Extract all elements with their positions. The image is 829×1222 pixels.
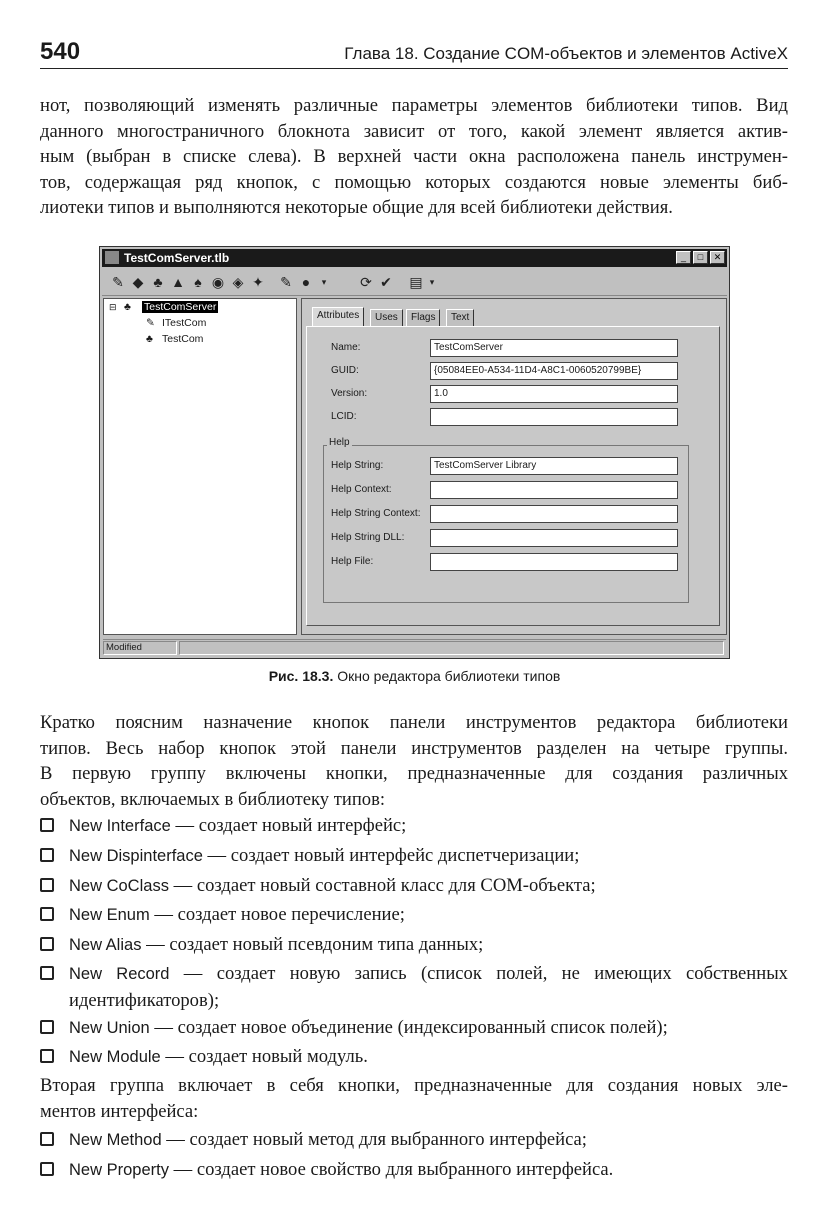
tree-item-interface[interactable]: ITestCom: [162, 317, 207, 329]
checkbox-bullet-icon: [40, 1132, 54, 1146]
command-name: New Record: [69, 965, 170, 983]
refresh-icon[interactable]: ⟳: [360, 274, 372, 290]
new-alias-icon[interactable]: ♠: [194, 274, 202, 290]
help-file-field[interactable]: [430, 553, 678, 571]
body-paragraph: [40, 710, 788, 812]
command-name: New CoClass: [69, 877, 169, 895]
help-string-context-label: Help String Context:: [331, 508, 421, 519]
status-text: Modified: [103, 641, 177, 655]
tree-item-coclass[interactable]: TestCom: [162, 333, 204, 345]
app-icon: [105, 251, 119, 264]
help-group-label: Help: [329, 437, 350, 448]
text-line: Кратко поясним назначение кнопок панели инструментов редактора библиотеки: [40, 712, 788, 733]
new-union-icon[interactable]: ◈: [232, 274, 244, 290]
status-panel: [179, 641, 724, 655]
interface-icon: ✎: [146, 317, 155, 329]
checkbox-bullet-icon: [40, 966, 54, 980]
text-line: ным (выбран в списке слева). В верхней части окна расположена панель инструмен-: [40, 146, 788, 167]
text-line: нот, позволяющий изменять различные параметры элементов библиотеки типов. Вид: [40, 95, 788, 116]
command-name: New Module: [69, 1048, 161, 1066]
new-dispinterface-icon[interactable]: ◆: [132, 274, 144, 290]
checkbox-bullet-icon: [40, 1049, 54, 1063]
new-interface-icon[interactable]: ✎: [112, 274, 124, 290]
tree-item-library[interactable]: TestComServer: [144, 301, 217, 313]
object-tree: [103, 298, 297, 635]
dropdown-arrow-icon[interactable]: ▾: [321, 277, 327, 287]
command-name: New Union: [69, 1019, 150, 1037]
command-name: New Dispinterface: [69, 847, 203, 865]
second-group-paragraph: [40, 1073, 788, 1124]
chapter-title: Глава 18. Создание COM-объектов и элементов ActiveX: [344, 44, 788, 63]
command-description: — создает новый интерфейс диспетчеризации;: [202, 845, 580, 866]
collapse-icon[interactable]: ⊟: [109, 302, 117, 312]
window-title: TestComServer.tlb: [124, 251, 230, 265]
version-label: Version:: [331, 388, 368, 399]
command-description: — создает новый метод для выбранного интерфейса;: [161, 1129, 587, 1150]
lcid-field[interactable]: [430, 408, 678, 426]
text-line: лиотеки типов и выполняются некоторые общие для всей библиотеки действия.: [40, 197, 673, 218]
tab-uses[interactable]: Uses: [370, 309, 403, 326]
text-line: данного многостраничного блокнота зависит от того, какой элемент является актив-: [40, 120, 788, 142]
library-icon: ♣: [124, 301, 131, 313]
close-icon[interactable]: ✕: [710, 251, 725, 264]
text-line: тов, содержащая ряд кнопок, с помощью которых создаются новые элементы биб-: [40, 171, 788, 193]
export-dropdown-icon[interactable]: ▾: [429, 277, 435, 287]
command-name: New Alias: [69, 936, 142, 954]
command-description: — создает новое свойство для выбранного интерфейса.: [168, 1159, 614, 1180]
checkbox-bullet-icon: [40, 1020, 54, 1034]
help-string-field[interactable]: TestComServer Library: [430, 457, 678, 475]
properties-pane: [301, 298, 727, 635]
help-context-field[interactable]: [430, 481, 678, 499]
command-description: — создает новое перечисление;: [149, 904, 405, 925]
status-bar: [103, 639, 726, 655]
help-context-label: Help Context:: [331, 484, 392, 495]
checkbox-bullet-icon: [40, 937, 54, 951]
help-string-dll-label: Help String DLL:: [331, 532, 405, 543]
command-name: New Method: [69, 1131, 162, 1149]
text-line: объектов, включаемых в библиотеку типов:: [40, 788, 386, 810]
command-description: — создает новый модуль.: [160, 1046, 368, 1067]
name-label: Name:: [331, 342, 361, 353]
register-icon[interactable]: ✔: [380, 274, 392, 290]
page-number: 540: [40, 38, 81, 65]
new-method-icon[interactable]: ✎: [280, 274, 292, 290]
intro-paragraph: [40, 93, 788, 221]
text-line: В первую группу включены кнопки, предназначенные для создания различных: [40, 763, 788, 784]
command-name: New Enum: [69, 906, 150, 924]
help-string-dll-field[interactable]: [430, 529, 678, 547]
version-field[interactable]: 1.0: [430, 385, 678, 403]
guid-label: GUID:: [331, 365, 359, 376]
checkbox-bullet-icon: [40, 878, 54, 892]
attributes-panel: [306, 326, 720, 626]
export-icon[interactable]: ▤: [409, 274, 423, 290]
command-name: New Interface: [69, 817, 171, 835]
new-property-icon[interactable]: ●: [301, 274, 311, 290]
command-description: — создает новое объединение (индексированный список полей);: [149, 1017, 668, 1038]
toolbar: [102, 269, 727, 296]
command-name: New Property: [69, 1161, 169, 1179]
coclass-icon: ♣: [146, 333, 153, 345]
command-description: — создает новый составной класс для COM-объекта;: [168, 875, 596, 896]
new-coclass-icon[interactable]: ♣: [153, 274, 163, 290]
command-description: — создает новый интерфейс;: [170, 815, 407, 836]
maximize-icon[interactable]: □: [693, 251, 708, 264]
running-header: [40, 38, 788, 69]
caption-number: Рис. 18.3.: [268, 668, 334, 684]
tab-attributes[interactable]: Attributes: [312, 307, 364, 326]
minimize-icon[interactable]: _: [676, 251, 691, 264]
help-string-context-field[interactable]: [430, 505, 678, 523]
title-bar: [102, 249, 727, 267]
command-description-cont: идентификаторов);: [69, 989, 220, 1011]
help-string-label: Help String:: [331, 460, 384, 471]
figure-window: [99, 246, 730, 659]
new-enum-icon[interactable]: ▲: [171, 274, 185, 290]
tab-text[interactable]: Text: [446, 309, 474, 326]
lcid-label: LCID:: [331, 411, 357, 422]
caption-text: Окно редактора библиотеки типов: [337, 668, 561, 684]
new-module-icon[interactable]: ✦: [252, 274, 264, 290]
command-description: — создает новый псевдоним типа данных;: [141, 934, 484, 955]
checkbox-bullet-icon: [40, 1162, 54, 1176]
checkbox-bullet-icon: [40, 848, 54, 862]
text-line: Вторая группа включает в себя кнопки, предназначенные для создания новых эле-: [40, 1075, 788, 1096]
name-field[interactable]: TestComServer: [430, 339, 678, 357]
guid-field[interactable]: {05084EE0-A534-11D4-A8C1-0060520799BE}: [430, 362, 678, 380]
text-line: типов. Весь набор кнопок этой панели инструментов разделен на четыре группы.: [40, 737, 788, 759]
checkbox-bullet-icon: [40, 818, 54, 832]
new-record-icon[interactable]: ◉: [211, 274, 225, 290]
checkbox-bullet-icon: [40, 907, 54, 921]
help-file-label: Help File:: [331, 556, 374, 567]
figure-caption: [0, 668, 829, 684]
text-line: ментов интерфейса:: [40, 1100, 199, 1122]
tab-flags[interactable]: Flags: [406, 309, 440, 326]
command-description: — создает новую запись (список полей, не имеющих собственных: [169, 963, 788, 984]
